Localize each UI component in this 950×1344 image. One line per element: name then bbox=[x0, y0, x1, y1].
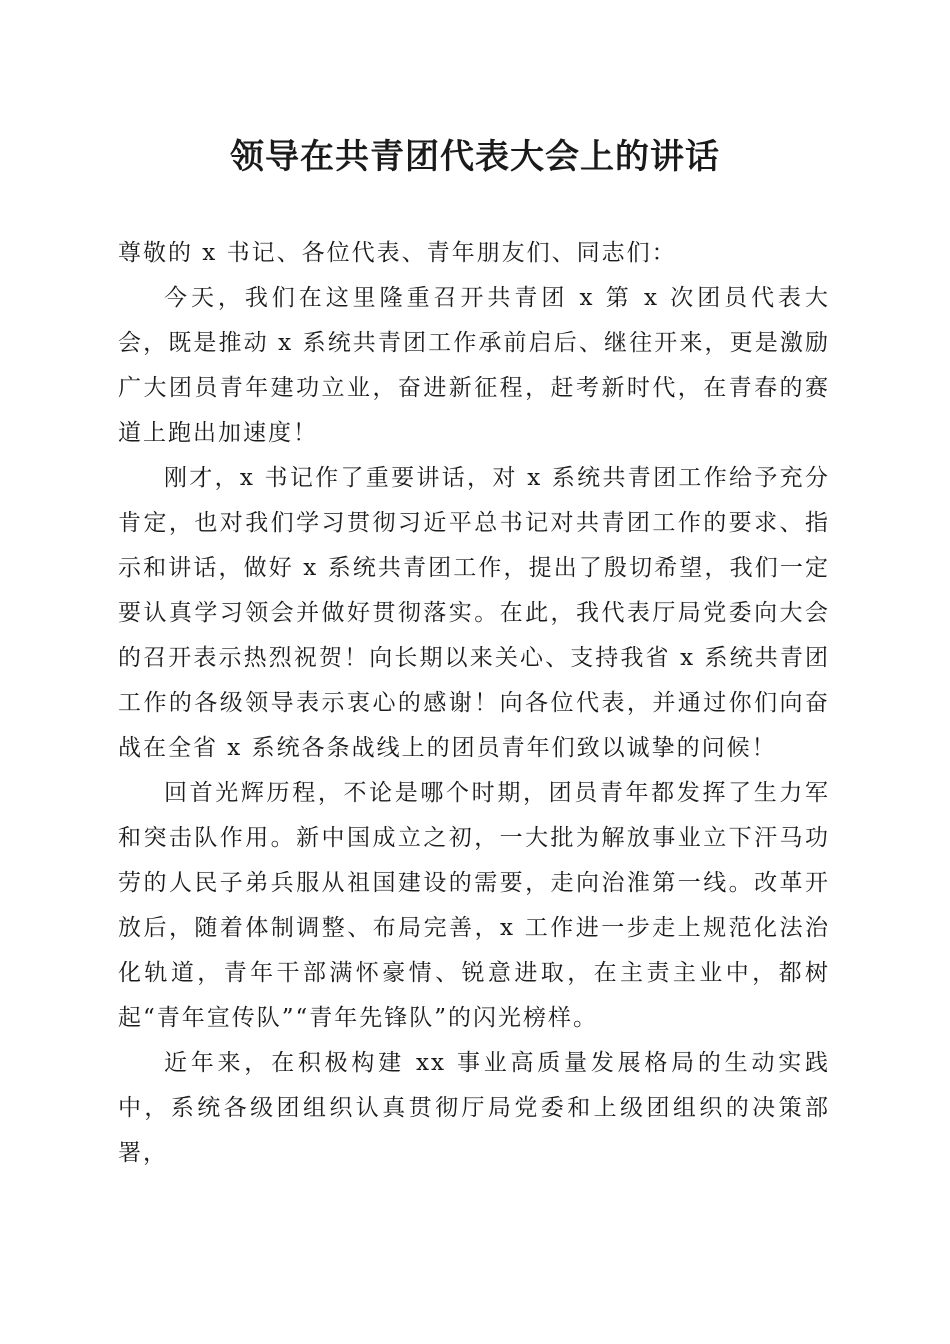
document-title: 领导在共青团代表大会上的讲话 bbox=[230, 137, 720, 177]
paragraph-opening: 今天，我们在这里隆重召开共青团 x 第 x 次团员代表大会，既是推动 x 系统共青团工作承前启后、继往开来，更是激励广大团员青年建功立业，奋进新征程，赶考新时代，在青春的赛道上跑出加速度！ bbox=[118, 285, 830, 446]
paragraph-recent-years: 近年来，在积极构建 xx 事业高质量发展格局的生动实践中，系统各级团组织认真贯彻厅局党委和上级团组织的决策部署， bbox=[118, 1050, 830, 1166]
paragraph-gratitude: 刚才，x 书记作了重要讲话，对 x 系统共青团工作给予充分肯定，也对我们学习贯彻习近平总书记对共青团工作的要求、指示和讲话，做好 x 系统共青团工作，提出了殷切希望，我们一定要认真学习领会并做好贯彻落实。在此，我代表厅局党委向大会的召开表示热烈祝贺！向长期以来关心、支持我省 x 系统共青团工作的各级领导表示衷心的感谢！向各位代表，并通过你们向奋战在全省 x 系统各条战线上的团员青年们致以诚挚的问候！ bbox=[118, 465, 830, 761]
salutation: 尊敬的 x 书记、各位代表、青年朋友们、同志们： bbox=[118, 240, 677, 266]
paragraph-history: 回首光辉历程，不论是哪个时期，团员青年都发挥了生力军和突击队作用。新中国成立之初，一大批为解放事业立下汗马功劳的人民子弟兵服从祖国建设的需要，走向治淮第一线。改革开放后，随着体制调整、布局完善，x 工作进一步走上规范化法治化轨道，青年干部满怀豪情、锐意进取，在主责主业中，都树起“青年宣传队”“青年先锋队”的闪光榜样。 bbox=[118, 780, 830, 1031]
document-body bbox=[118, 231, 830, 1176]
